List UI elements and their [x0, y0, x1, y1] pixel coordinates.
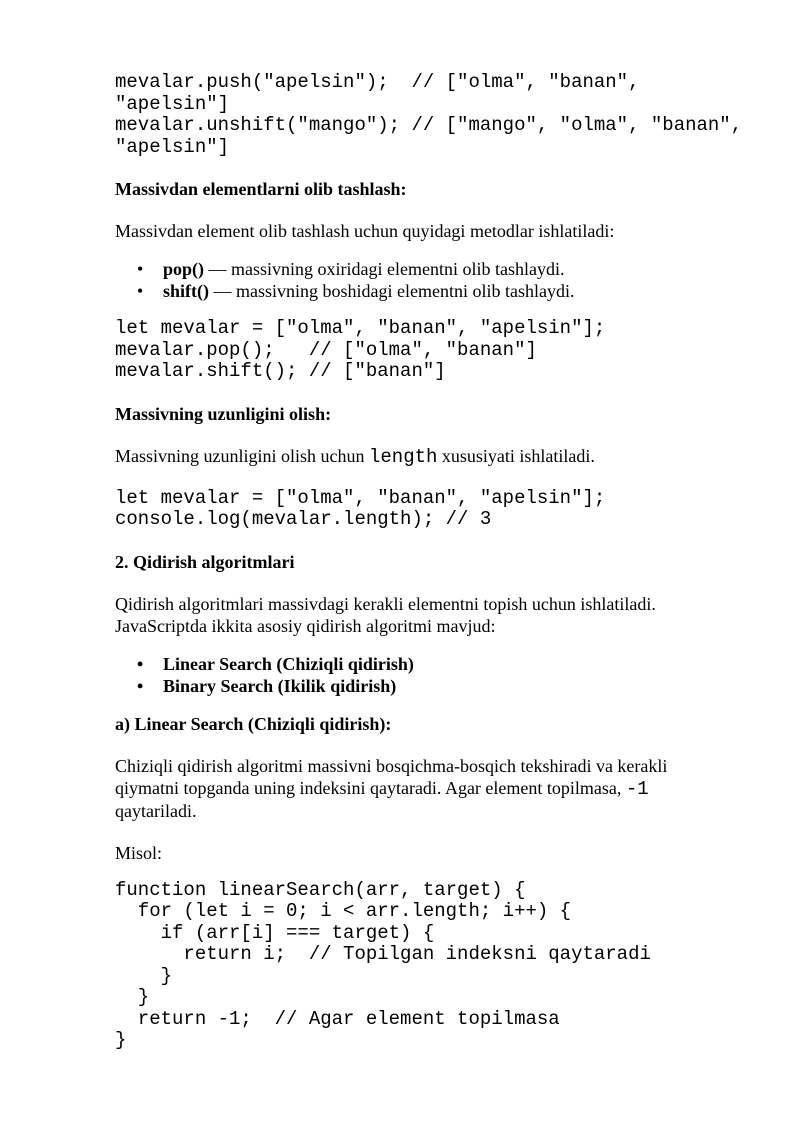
- intro-text: Massivning uzunligini olish uchun: [115, 445, 369, 466]
- code-block-length: [115, 488, 755, 531]
- section-heading-remove: Massivdan elementlarni olib tashlash:: [115, 179, 407, 199]
- list-item: • Binary Search (Ikilik qidirish): [163, 675, 755, 697]
- section-desc-linear: [115, 755, 755, 822]
- code-line: return i; // Topilgan indeksni qaytaradi: [115, 943, 651, 965]
- intro-text: xususiyati ishlatiladi.: [437, 445, 595, 466]
- section-heading-linear: a) Linear Search (Chiziqli qidirish):: [115, 713, 392, 734]
- bullet-list-remove-methods: [115, 258, 755, 302]
- code-block-push-unshift: [115, 72, 755, 158]
- section-intro-search: [115, 593, 755, 637]
- desc-text: qiymatni topganda uning indeksini qaytaradi. Agar element topilmasa,: [115, 777, 626, 798]
- code-line: mevalar.shift(); // ["banan"]: [115, 360, 446, 382]
- code-line: return -1; // Agar element topilmasa: [115, 1007, 560, 1030]
- code-line: "apelsin"]: [115, 135, 230, 158]
- list-item: [163, 258, 755, 280]
- document-page: [115, 72, 755, 1052]
- code-line: for (let i = 0; i < arr.length; i++) {: [115, 900, 572, 922]
- inline-code-length: length: [369, 445, 438, 468]
- method-description: — massivning oxiridagi elementni olib tashlaydi.: [204, 259, 565, 279]
- code-line: console.log(mevalar.length); // 3: [115, 508, 492, 530]
- method-description: — massivning boshidagi elementni olib tashlaydi.: [209, 281, 575, 301]
- code-line: }: [115, 964, 173, 987]
- intro-text: Qidirish algoritmlari massivdagi kerakli elementni topish uchun ishlatiladi.: [115, 593, 656, 614]
- code-line: }: [115, 986, 150, 1008]
- section-intro-remove: Massivdan element olib tashlash uchun quyidagi metodlar ishlatiladi:: [115, 221, 615, 241]
- code-line: let mevalar = ["olma", "banan", "apelsin"];: [115, 317, 606, 339]
- desc-text: Chiziqli qidirish algoritmi massivni bosqichma-bosqich tekshiradi va kerakli: [115, 755, 668, 776]
- code-line: mevalar.unshift("mango"); // ["mango", "olma", "banan",: [115, 114, 743, 136]
- method-name: pop(): [163, 259, 205, 279]
- section-heading-length: Massivning uzunligini olish:: [115, 403, 332, 424]
- code-line: mevalar.pop(); // ["olma", "banan"]: [115, 338, 537, 361]
- code-line: function linearSearch(arr, target) {: [115, 878, 526, 901]
- bullet-list-search-algorithms: [115, 653, 755, 697]
- code-line: if (arr[i] === target) {: [115, 921, 435, 944]
- section-heading-search: 2. Qidirish algoritmlari: [115, 551, 295, 572]
- code-line: "apelsin"]: [115, 92, 230, 115]
- intro-text: JavaScriptda ikkita asosiy qidirish algoritmi mavjud:: [115, 615, 496, 636]
- code-line: let mevalar = ["olma", "banan", "apelsin"];: [115, 486, 606, 509]
- code-block-linear-search: [115, 880, 755, 1052]
- code-block-pop-shift: [115, 318, 755, 383]
- code-line: mevalar.push("apelsin"); // ["olma", "banan",: [115, 71, 640, 93]
- method-name: shift(): [163, 281, 209, 301]
- example-label: Misol:: [115, 842, 163, 863]
- list-item: [163, 280, 755, 302]
- desc-text: qaytariladi.: [115, 800, 197, 821]
- code-line: }: [115, 1029, 127, 1051]
- list-item: • Linear Search (Chiziqli qidirish): [163, 653, 755, 675]
- section-intro-length: [115, 445, 755, 468]
- inline-code-minus-one: -1: [625, 777, 649, 800]
